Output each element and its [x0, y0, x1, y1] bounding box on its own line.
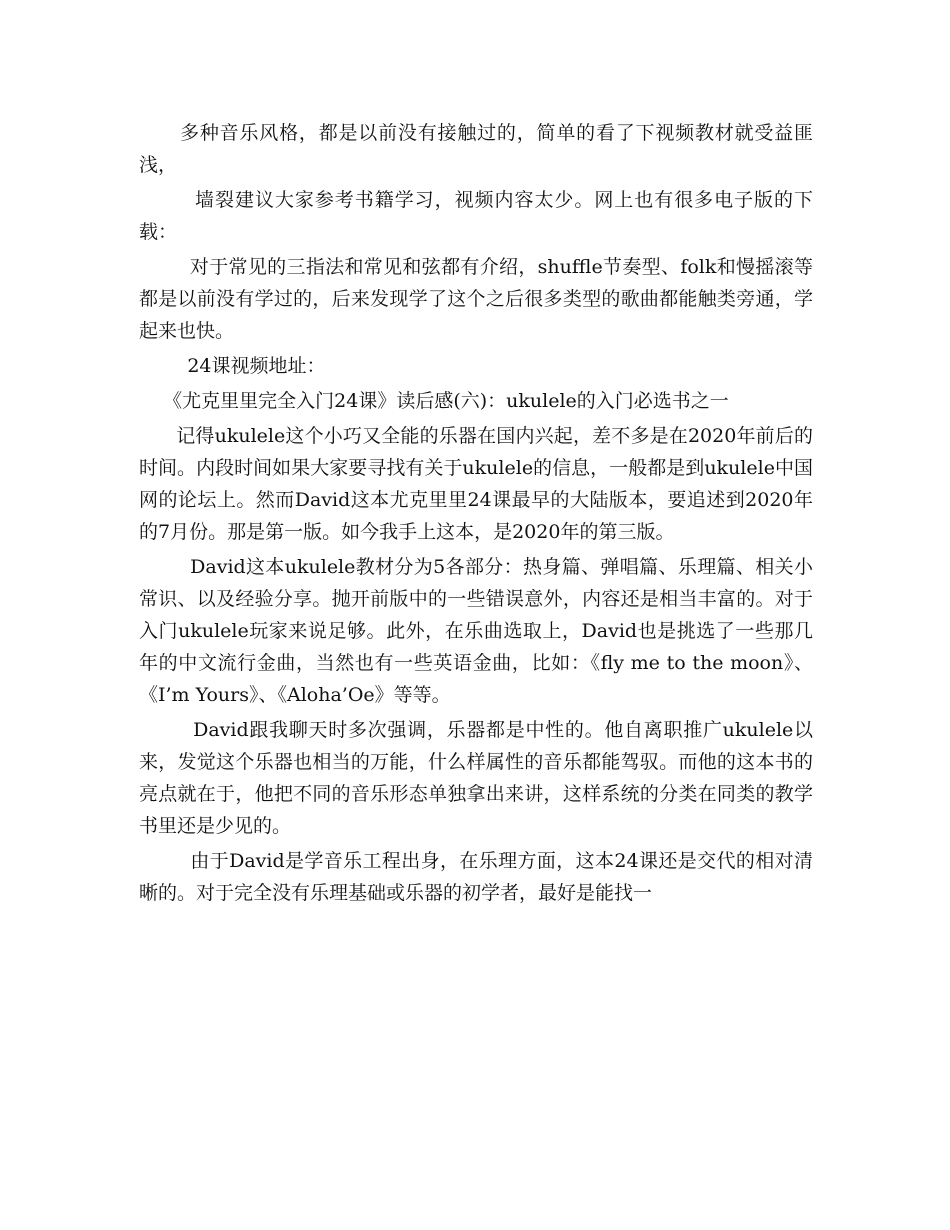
- paragraph-2: 墙裂建议大家参考书籍学习，视频内容太少。网上也有很多电子版的下载：: [139, 189, 813, 243]
- paragraph-3: 对于常见的三指法和常见和弦都有介绍，shuffle节奏型、folk和慢摇滚等都是以前没有学过的，后来发现学了这个之后很多类型的歌曲都能触类旁通，学起来也快。: [139, 256, 813, 342]
- paragraph-6: 记得ukulele这个小巧又全能的乐器在国内兴起，差不多是在2020年前后的时间。内段时间如果大家要寻找有关于ukulele的信息，一般都是到ukulele中国网的论坛上。然而David这本尤克里里24课最早的大陆版本，要追述到2020年的7月份。那是第一版。如今我手上这本，是2020年的第三版。: [139, 425, 813, 543]
- paragraph-1: 多种音乐风格，都是以前没有接触过的，简单的看了下视频教材就受益匪浅，: [139, 122, 813, 176]
- paragraph-5: 《尤克里里完全入门24课》读后感(六)：ukulele的入门必选书之一: [139, 390, 729, 412]
- paragraph-9: 由于David是学音乐工程出身，在乐理方面，这本24课还是交代的相对清晰的。对于完全没有乐理基础或乐器的初学者，最好是能找一: [139, 850, 813, 904]
- document-body: [139, 117, 813, 909]
- paragraph-8: David跟我聊天时多次强调，乐器都是中性的。他自离职推广ukulele以来，发觉这个乐器也相当的万能，什么样属性的音乐都能驾驭。而他的这本书的亮点就在于，他把不同的音乐形态单独拿出来讲，这样系统的分类在同类的教学书里还是少见的。: [139, 719, 813, 837]
- paragraph-7: David这本ukulele教材分为5各部分：热身篇、弹唱篇、乐理篇、相关小常识、以及经验分享。抛开前版中的一些错误意外，内容还是相当丰富的。对于入门ukulele玩家来说足够。此外，在乐曲选取上，David也是挑选了一些那几年的中文流行金曲，当然也有一些英语金曲，比如：《fly me to the moon》、《I’m Yours》、《Aloha’Oe》等等。: [139, 556, 813, 706]
- paragraph-4: 24课视频地址：: [139, 355, 326, 377]
